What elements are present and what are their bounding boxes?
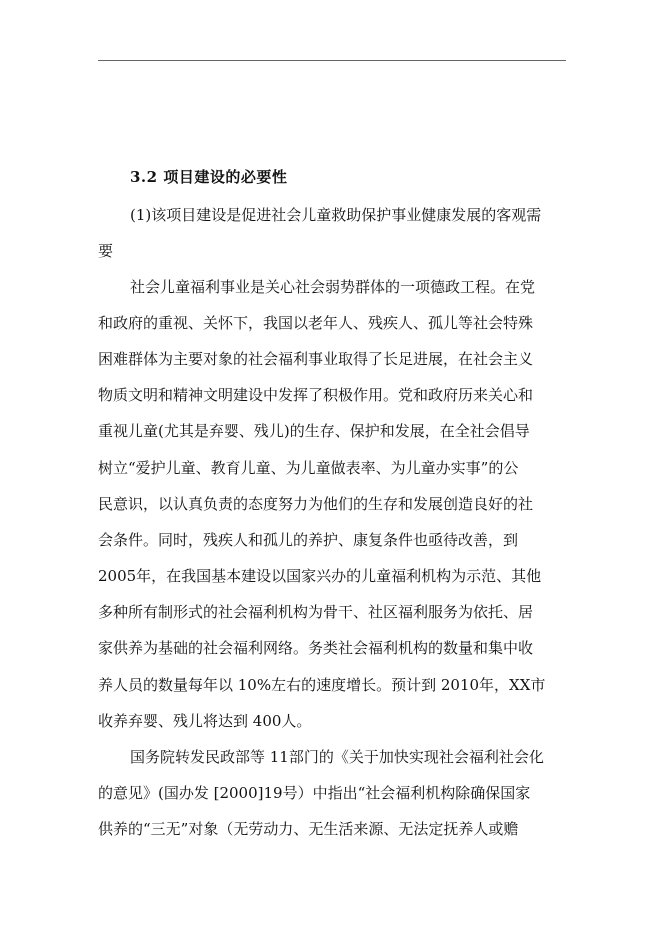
section-heading: 3.2 项目建设的必要性 [130,168,288,186]
paragraph-3-line-1: 国务院转发民政部等 11部门的《关于加快实现社会福利社会化 [130,748,544,766]
paragraph-2-line-12: 养人员的数量每年以 10%左右的速度增长。预计到 2010年，XX市 [98,676,546,694]
paragraph-2-line-8: 会条件。同时，残疾人和孤儿的养护、康复条件也亟待改善，到 [98,531,519,549]
paragraph-1-line-1: (1)该项目建设是促进社会儿童救助保护事业健康发展的客观需 [130,206,542,224]
paragraph-2-line-13: 收养弃婴、残儿将达到 400人。 [98,712,312,730]
paragraph-2-line-3: 困难群体为主要对象的社会福利事业取得了长足进展，在社会主义 [98,350,534,368]
paragraph-2-line-11: 家供养为基础的社会福利网络。务类社会福利机构的数量和集中收 [98,639,534,657]
paragraph-2-line-6: 树立“爱护儿童、教育儿童、为儿童做表率、为儿童办实事”的公 [98,459,519,477]
paragraph-2-line-7: 民意识，以认真负责的态度努力为他们的生存和发展创造良好的社 [98,495,534,513]
paragraph-2-line-5: 重视儿童(尤其是弃婴、残儿)的生存、保护和发展，在全社会倡导 [98,422,530,440]
paragraph-2-line-9: 2005年，在我国基本建设以国家兴办的儿童福利机构为示范、其他 [98,567,542,585]
paragraph-2-line-1: 社会儿童福利事业是关心社会弱势群体的一项德政工程。在党 [130,278,536,296]
paragraph-2-line-2: 和政府的重视、关怀下，我国以老年人、残疾人、孤儿等社会特殊 [98,314,534,332]
paragraph-2-line-10: 多种所有制形式的社会福利机构为骨干、社区福利服务为依托、居 [98,603,534,621]
header-rule [98,60,566,61]
paragraph-1-line-2: 要 [98,242,114,260]
paragraph-2-line-4: 物质文明和精神文明建设中发挥了积极作用。党和政府历来关心和 [98,386,534,404]
paragraph-3-line-2: 的意见》(国办发 [2000]19号）中指出“社会福利机构除确保国家 [98,784,531,802]
paragraph-3-line-3: 供养的“三无”对象（无劳动力、无生活来源、无法定抚养人或赡 [98,820,519,838]
